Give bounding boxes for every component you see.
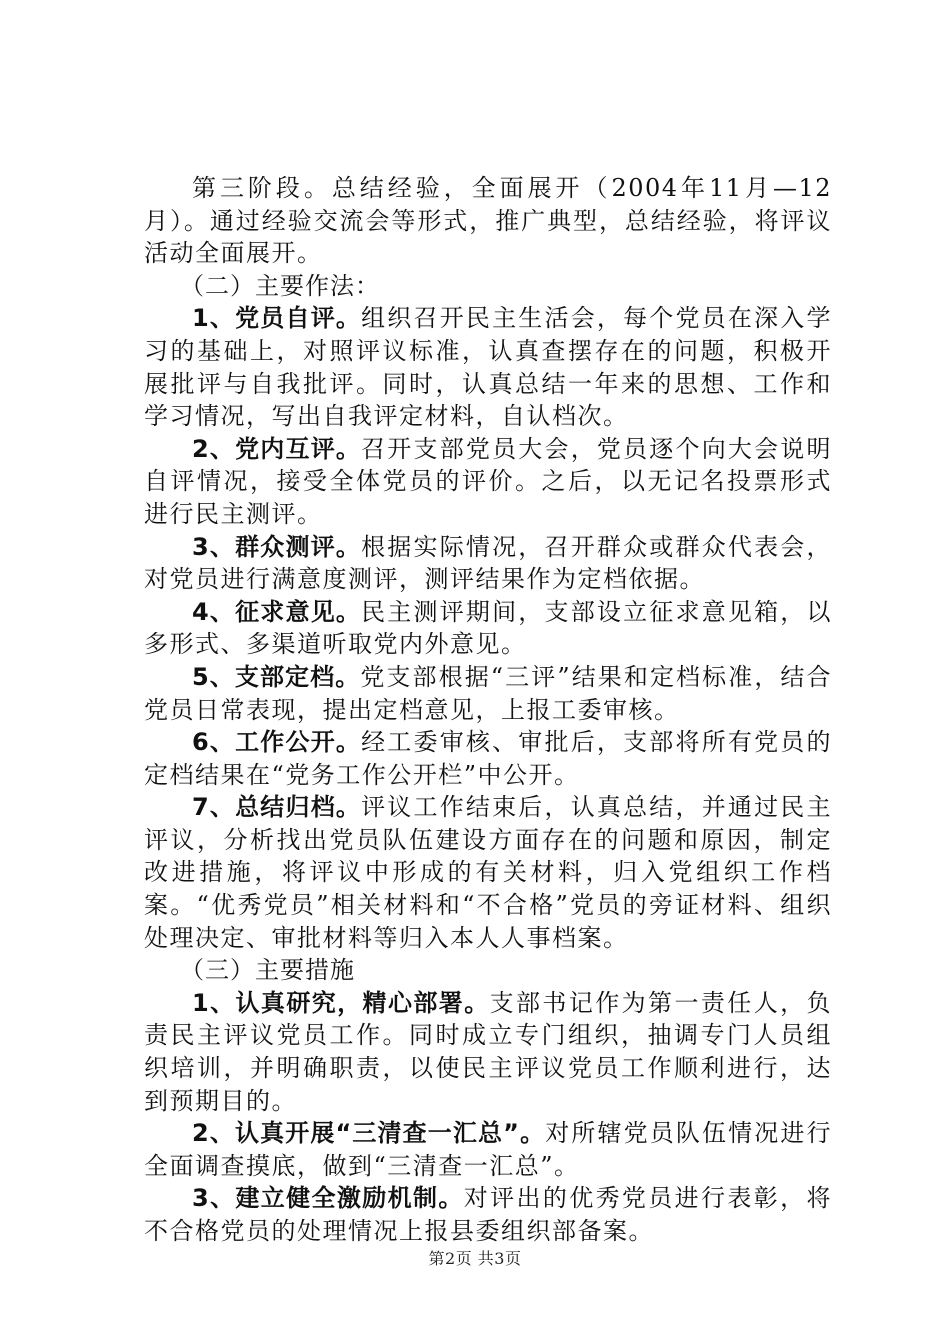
paragraph-stage3: 第三阶段。总结经验，全面展开（2004年11月—12月）。通过经验交流会等形式，推广典型，总结经验，将评议活动全面展开。 <box>144 174 832 268</box>
measure-item-three-checks <box>144 1117 832 1182</box>
measure-item-incentive-mechanism <box>144 1182 832 1247</box>
measure-item-careful-planning <box>144 987 832 1117</box>
section-heading-main-methods: （二）主要作法： <box>180 271 380 300</box>
method-item-self-evaluation <box>144 302 832 432</box>
item-text: 经工委审核、审批后，支部将所有党员的定档结果在“党务工作公开栏”中公开。 <box>144 728 833 789</box>
item-text: 组织召开民主生活会，每个党员在深入学习的基础上，对照评议标准，认真查摆存在的问题，积极开展批评与自我批评。同时，认真总结一年来的思想、工作和学习情况，写出自我评定材料，自认档次。 <box>144 304 833 431</box>
document-body <box>144 172 832 1248</box>
item-text: 召开支部党员大会，党员逐个向大会说明自评情况，接受全体党员的评价。之后，以无记名投票形式进行民主测评。 <box>144 434 833 528</box>
item-lead: 7、总结归档。 <box>192 793 362 822</box>
method-item-branch-grading <box>144 661 832 726</box>
method-item-mutual-evaluation <box>144 433 832 531</box>
item-lead: 2、认真开展“三清查一汇总”。 <box>192 1119 546 1148</box>
item-lead: 3、建立健全激励机制。 <box>192 1184 464 1213</box>
item-text: 对评出的优秀党员进行表彰，将不合格党员的处理情况上报县委组织部备案。 <box>144 1184 832 1245</box>
method-item-public-evaluation <box>144 531 832 596</box>
section-heading-main-measures: （三）主要措施 <box>180 956 355 985</box>
item-lead: 1、认真研究，精心部署。 <box>192 988 490 1017</box>
item-text: 评议工作结束后，认真总结，并通过民主评议，分析找出党员队伍建设方面存在的问题和原因，制定改进措施，将评议中形成的有关材料，归入党组织工作档案。“优秀党员”相关材料和“不合格”党员的旁证材料、组织处理决定、审批材料等归入本人人事档案。 <box>144 793 833 952</box>
item-lead: 6、工作公开。 <box>192 728 362 757</box>
item-text: 党支部根据“三评”结果和定档标准，结合党员日常表现，提出定档意见，上报工委审核。 <box>144 662 833 724</box>
item-text: 根据实际情况，召开群众或群众代表会，对党员进行满意度测评，测评结果作为定档依据。 <box>144 532 833 594</box>
method-item-solicit-opinions <box>144 596 832 661</box>
item-lead: 1、党员自评。 <box>192 304 362 333</box>
item-text: 支部书记作为第一责任人，负责民主评议党员工作。同时成立专门组织，抽调专门人员组织培训，并明确职责，以使民主评议党员工作顺利进行，达到预期目的。 <box>144 988 833 1115</box>
method-item-public-disclosure <box>144 726 832 791</box>
item-lead: 5、支部定档。 <box>192 662 361 691</box>
item-lead: 2、党内互评。 <box>192 434 362 463</box>
item-lead: 3、群众测评。 <box>192 532 362 561</box>
page-number-footer: 第2页 共3页 <box>428 1249 522 1268</box>
item-lead: 4、征求意见。 <box>192 597 362 626</box>
method-item-summary-archive <box>144 791 832 954</box>
item-text: 民主测评期间，支部设立征求意见箱，以多形式、多渠道听取党内外意见。 <box>144 597 833 659</box>
item-text: 对所辖党员队伍情况进行全面调查摸底，做到“三清查一汇总”。 <box>144 1119 833 1180</box>
